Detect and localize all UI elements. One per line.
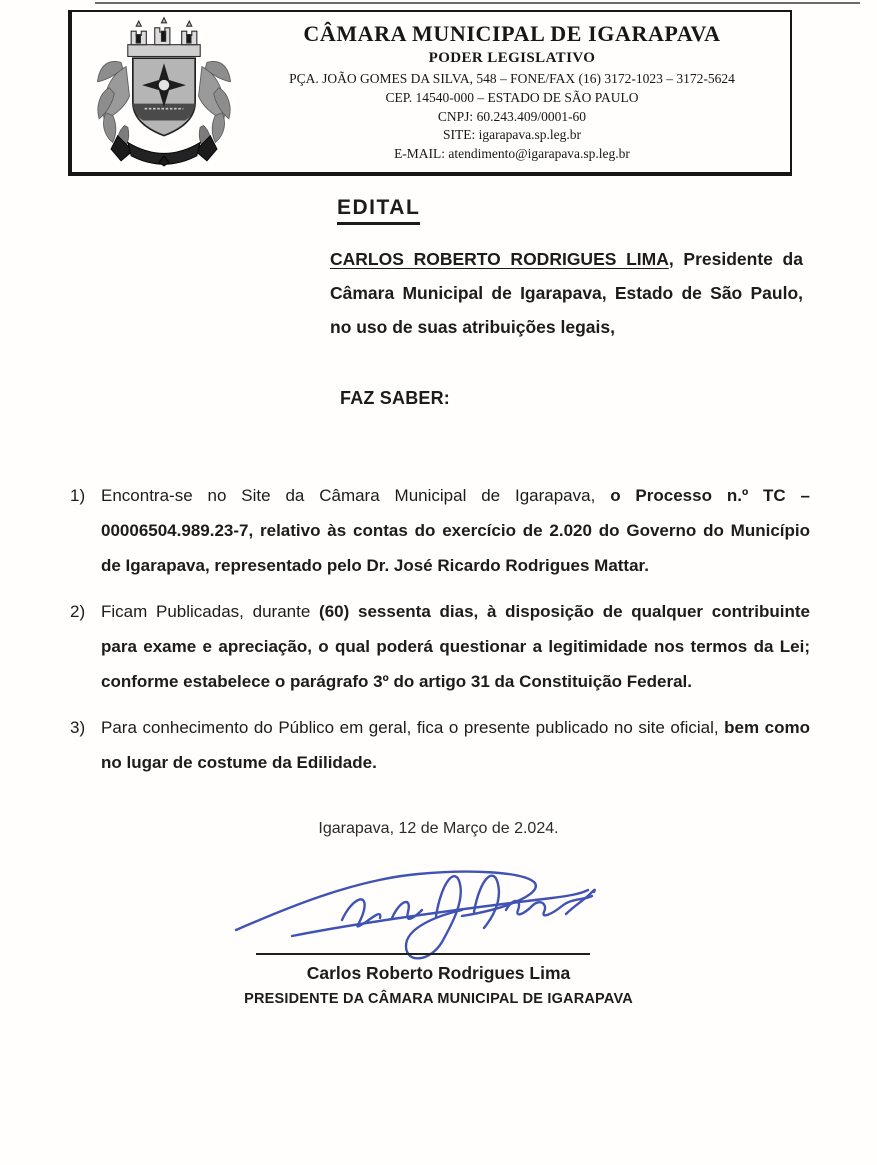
item-text	[101, 710, 810, 780]
org-site: SITE: igarapava.sp.leg.br	[443, 127, 581, 143]
dateline: Igarapava, 12 de Março de 2.024.	[318, 820, 559, 837]
item-emphasis: (60) sessenta dias, à disposição de qualquer contribuinte para exame e apreciação, o qual poderá questionar a legitimidade nos termos da Lei; conforme estabelece o parágrafo 3º do artigo 31 da Constituição Federal.	[101, 602, 810, 691]
item-lead: Encontra-se no Site da Câmara Municipal de Igarapava,	[101, 486, 611, 505]
item-number: 1)	[70, 486, 86, 505]
org-cep: CEP. 14540-000 – ESTADO DE SÃO PAULO	[385, 89, 639, 105]
org-address: PÇA. JOÃO GOMES DA SILVA, 548 – FONE/FAX (16) 3172-1023 – 3172-5624	[289, 70, 735, 86]
letterhead-text	[250, 19, 780, 163]
scan-artifact-line	[95, 2, 860, 4]
org-cnpj: CNPJ: 60.243.409/0001-60	[437, 108, 587, 124]
document-title: EDITAL	[337, 196, 420, 225]
item-emphasis: o Processo n.º TC – 00006504.989.23-7, relativo às contas do exercício de 2.020 do Governo do Município de Igarapava, representado pelo Dr. José Ricardo Rodrigues Mattar.	[101, 486, 810, 575]
item-lead: Para conhecimento do Público em geral, fica o presente publicado no site oficial,	[101, 718, 725, 737]
signatory-title: PRESIDENTE DA CÂMARA MUNICIPAL DE IGARAPAVA	[244, 991, 633, 1007]
coat-of-arms-svg	[84, 15, 244, 167]
org-branch: PODER LEGISLATIVO	[428, 50, 596, 67]
signature-line	[256, 953, 590, 955]
org-email: E-MAIL: atendimento@igarapava.sp.leg.br	[394, 146, 630, 162]
faz-saber-heading: FAZ SABER:	[340, 388, 450, 408]
list-item	[70, 594, 810, 699]
numbered-items	[70, 478, 810, 791]
list-item	[70, 710, 810, 780]
item-emphasis: bem como no lugar de costume da Edilidade.	[101, 718, 810, 772]
coat-of-arms-icon	[78, 15, 250, 167]
letterhead	[68, 10, 792, 176]
intro-rest: , Presidente da Câmara Municipal de Igarapava, Estado de São Paulo, no uso de suas atribuições legais,	[330, 249, 803, 337]
item-number: 2)	[70, 602, 86, 621]
org-name: CÂMARA MUNICIPAL DE IGARAPAVA	[303, 21, 721, 47]
item-text	[101, 478, 810, 583]
item-lead: Ficam Publicadas, durante	[101, 602, 320, 621]
signatory-name: Carlos Roberto Rodrigues Lima	[306, 963, 571, 983]
intro-paragraph	[330, 242, 803, 344]
item-text	[101, 594, 810, 699]
list-item	[70, 478, 810, 583]
president-name: CARLOS ROBERTO RODRIGUES LIMA	[330, 249, 669, 269]
item-number: 3)	[70, 718, 86, 737]
